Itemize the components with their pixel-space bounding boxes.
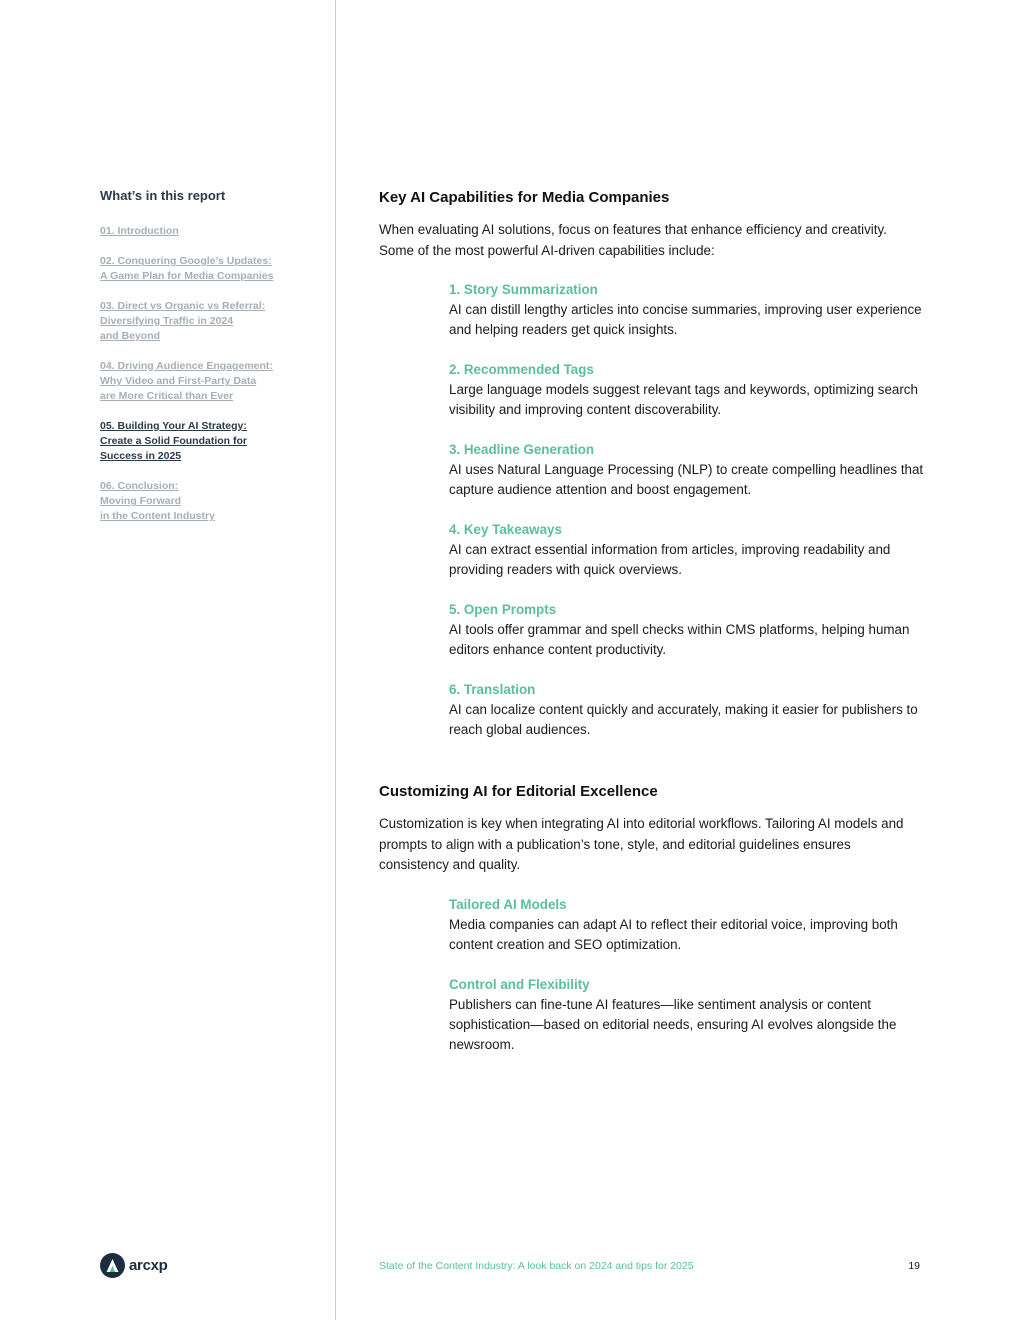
toc-item-conclusion: [100, 479, 320, 524]
section-intro-capabilities: When evaluating AI solutions, focus on features that enhance efficiency and creativity. Some of the most powerful AI-driven capabilities include:: [379, 222, 887, 258]
toc-link-audience-engagement[interactable]: 04. Driving Audience Engagement: Why Video and First-Party Data are More Critical than Ever: [100, 360, 273, 402]
capability-text: AI can extract essential information from articles, improving readability and providing readers with quick overviews.: [449, 542, 891, 577]
arcxp-logo: [100, 1253, 168, 1278]
column-divider: [335, 0, 336, 1320]
section-intro-customization: Customization is key when integrating AI into editorial workflows. Tailoring AI models and prompts to align with a publication’s tone, style, and editorial guidelines ensures consistency and quality.: [379, 816, 904, 872]
customization-item: [449, 975, 924, 1055]
main-content: [379, 186, 924, 760]
toc-heading: What’s in this report: [100, 188, 226, 203]
capability-title: 1. Story Summarization: [449, 282, 598, 297]
customization-title: Control and Flexibility: [449, 976, 590, 992]
customization-text: Media companies can adapt AI to reflect their editorial voice, improving both content creation and SEO optimization.: [449, 916, 898, 952]
customization-list: [449, 895, 924, 1055]
arcxp-logo-text: arcxp: [129, 1257, 168, 1274]
footer-report-title: State of the Content Industry: A look back on 2024 and tips for 2025: [379, 1260, 694, 1272]
customization-item: [449, 895, 924, 955]
section-title-customization: Customizing AI for Editorial Excellence: [379, 783, 658, 800]
customization-text: Publishers can fine-tune AI features—like sentiment analysis or content sophistication—based on editorial needs, ensuring AI evolves alongside the newsroom.: [449, 996, 897, 1052]
capability-item: [449, 600, 924, 660]
capability-text: Large language models suggest relevant tags and keywords, optimizing search visibility and improving content discoverability.: [449, 382, 918, 417]
capability-text: AI tools offer grammar and spell checks within CMS platforms, helping human editors enhance content productivity.: [449, 622, 910, 657]
toc-item-traffic: [100, 299, 320, 344]
toc-item-audience-engagement: [100, 359, 320, 404]
toc-link-traffic[interactable]: 03. Direct vs Organic vs Referral: Diversifying Traffic in 2024 and Beyond: [100, 300, 266, 342]
section-title-capabilities: Key AI Capabilities for Media Companies: [379, 189, 670, 206]
capability-title: 5. Open Prompts: [449, 602, 557, 617]
capability-title: 3. Headline Generation: [449, 442, 595, 457]
toc-item-google-updates: [100, 254, 320, 284]
arcxp-logo-icon: [100, 1253, 125, 1278]
toc-item-ai-strategy: [100, 419, 320, 464]
capability-item: [449, 440, 924, 500]
capability-item: [449, 280, 924, 340]
capability-title: 4. Key Takeaways: [449, 522, 562, 537]
capability-text: AI can localize content quickly and accurately, making it easier for publishers to reach global audiences.: [449, 702, 918, 737]
capability-item: [449, 520, 924, 580]
toc-link-google-updates[interactable]: 02. Conquering Google’s Updates: A Game Plan for Media Companies: [100, 255, 274, 282]
customization-title: Tailored AI Models: [449, 896, 567, 912]
table-of-contents: [100, 188, 320, 539]
capability-item: [449, 680, 924, 740]
toc-list: [100, 221, 320, 524]
capability-text: AI uses Natural Language Processing (NLP) to create compelling headlines that capture audience attention and boost engagement.: [449, 462, 924, 497]
customization-section: [379, 780, 924, 1075]
capability-title: 6. Translation: [449, 682, 536, 697]
toc-link-conclusion[interactable]: 06. Conclusion: Moving Forward in the Content Industry: [100, 480, 215, 522]
capability-title: 2. Recommended Tags: [449, 362, 594, 377]
capability-text: AI can distill lengthy articles into concise summaries, improving user experience and helping readers get quick insights.: [449, 302, 922, 337]
toc-link-introduction[interactable]: 01. Introduction: [100, 225, 179, 237]
toc-link-ai-strategy[interactable]: 05. Building Your AI Strategy: Create a Solid Foundation for Success in 2025: [100, 420, 248, 462]
capability-item: [449, 360, 924, 420]
capabilities-list: [449, 280, 924, 740]
page-number: 19: [908, 1260, 920, 1272]
toc-item-introduction: [100, 221, 320, 239]
